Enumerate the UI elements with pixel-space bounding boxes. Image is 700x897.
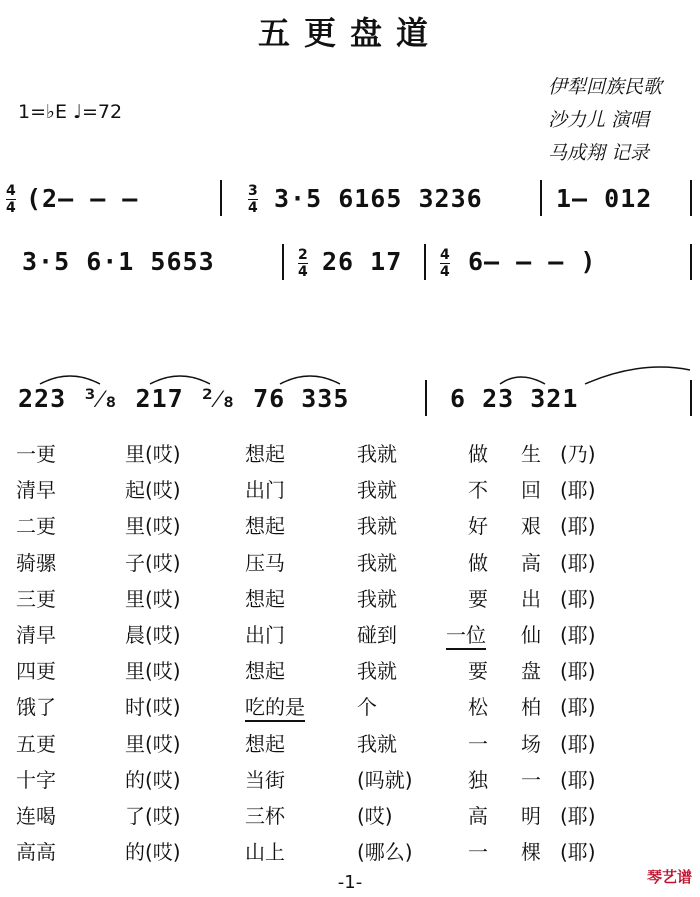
slur: [40, 376, 100, 384]
lyric-row: [0, 547, 700, 577]
lyric-cell: 艰: [521, 514, 541, 539]
barline: [425, 380, 427, 416]
measure-6: 6— — — ): [468, 247, 597, 276]
lyric-row: [0, 438, 700, 468]
lyric-cell: (吗就): [357, 767, 413, 792]
lyric-cell: 里(哎): [125, 731, 181, 756]
lyric-cell: 好: [468, 514, 488, 539]
lyric-cell: 不: [468, 478, 488, 503]
barline: [690, 380, 692, 416]
lyric-cell: (耶): [560, 804, 596, 828]
lyric-cell: 里(哎): [125, 659, 181, 684]
lyric-cell: 出: [521, 586, 541, 611]
lyric-cell: 想起: [245, 731, 285, 756]
lyric-cell: (耶): [560, 623, 596, 647]
lyric-cell: (耶): [560, 767, 596, 792]
lyric-cell: 回: [521, 478, 541, 503]
slur: [280, 376, 340, 384]
slur: [585, 367, 690, 384]
lyric-cell: 了(哎): [125, 804, 181, 828]
lyric-cell: 我就: [357, 478, 397, 503]
lyric-cell: 三更: [16, 586, 56, 611]
lyric-cell: 三杯: [245, 804, 285, 828]
lyric-cell: 仙: [521, 623, 541, 647]
lyric-cell: 我就: [357, 550, 397, 575]
lyric-cell: 晨(哎): [125, 623, 181, 647]
lyric-cell: 我就: [357, 442, 397, 466]
lyric-cell: 高高: [16, 840, 56, 865]
credit-origin: 伊犁回族民歌: [548, 76, 663, 98]
lyric-cell: 我就: [357, 514, 397, 539]
lyric-cell: 想起: [245, 514, 285, 539]
lyric-cell: (耶): [560, 695, 596, 720]
lyric-cell: 场: [521, 731, 541, 756]
lyric-cell: 高: [468, 804, 488, 828]
barline: [540, 180, 542, 216]
lyric-cell: 生: [521, 442, 541, 466]
lyric-cell: (耶): [560, 514, 596, 539]
page-title: 五更盘道: [257, 14, 442, 52]
lyric-cell: 的(哎): [125, 840, 181, 865]
lyric-row: [0, 836, 700, 866]
lyric-cell: (哪么): [357, 840, 413, 865]
lyric-cell: (耶): [560, 478, 596, 503]
measure-7: 223 ³⁄₈ 217 ²⁄₈ 76 335: [18, 384, 350, 413]
credit-recorder: 马成翔 记录: [548, 142, 650, 164]
time-signature-3-4: 3 4: [248, 183, 258, 216]
measure-8: 6 23 321: [450, 384, 579, 413]
lyric-cell: 想起: [245, 586, 285, 611]
measure-4: 3·5 6·1 5653: [22, 247, 215, 276]
slur: [150, 376, 210, 384]
lyric-cell: 一位: [446, 619, 486, 650]
lyric-cell: 五更: [16, 731, 56, 756]
lyric-cell: (耶): [560, 731, 596, 756]
lyric-cell: 明: [521, 804, 541, 828]
lyric-cell: 我就: [357, 731, 397, 756]
lyric-cell: 一更: [16, 442, 56, 466]
lyric-row: [0, 510, 700, 540]
lyric-row: [0, 691, 700, 721]
lyric-cell: 碰到: [357, 623, 397, 647]
barline: [424, 244, 426, 280]
lyric-cell: (乃): [560, 442, 596, 466]
lyric-cell: 饿了: [16, 695, 56, 720]
lyric-cell: (耶): [560, 840, 596, 865]
lyric-cell: 想起: [245, 442, 285, 466]
lyric-cell: 里(哎): [125, 442, 181, 466]
lyric-cell: 压马: [245, 550, 285, 575]
site-logo: 琴艺谱: [646, 868, 692, 886]
measure-2: 3·5 6165 3236: [274, 184, 483, 213]
lyric-cell: 时(哎): [125, 695, 181, 720]
key-signature: 1=♭E ♩=72: [18, 101, 123, 123]
lyric-row: [0, 655, 700, 685]
lyric-cell: 连喝: [16, 804, 56, 828]
lyric-cell: 独: [468, 767, 488, 792]
lyric-cell: 子(哎): [125, 550, 181, 575]
lyric-cell: 松: [468, 695, 488, 720]
lyric-row: [0, 728, 700, 758]
lyric-row: [0, 764, 700, 794]
lyric-cell: 要: [468, 586, 488, 611]
lyric-cell: 里(哎): [125, 514, 181, 539]
lyric-cell: (哎): [357, 804, 393, 828]
lyric-cell: 个: [357, 695, 377, 720]
lyric-cell: 当街: [245, 767, 285, 792]
lyric-cell: 我就: [357, 659, 397, 684]
lyric-cell: (耶): [560, 586, 596, 611]
page-number: -1-: [337, 872, 363, 893]
lyric-cell: 十字: [16, 767, 56, 792]
lyric-cell: 里(哎): [125, 586, 181, 611]
lyric-cell: 一: [468, 840, 488, 865]
lyric-cell: 棵: [521, 840, 541, 865]
lyric-row: [0, 474, 700, 504]
lyric-cell: 柏: [521, 695, 541, 720]
lyric-cell: 起(哎): [125, 478, 181, 503]
time-signature-2-4: 2 4: [298, 247, 308, 280]
slur: [500, 377, 545, 384]
barline: [690, 244, 692, 280]
lyric-cell: 出门: [245, 478, 285, 503]
lyric-cell: 二更: [16, 514, 56, 539]
lyric-cell: 高: [521, 550, 541, 575]
lyric-cell: 清早: [16, 623, 56, 647]
lyric-row: [0, 619, 700, 649]
lyric-cell: 清早: [16, 478, 56, 503]
lyric-cell: (耶): [560, 550, 596, 575]
lyric-cell: 要: [468, 659, 488, 684]
credit-singer: 沙力儿 演唱: [548, 109, 650, 131]
time-signature-4-4-b: 4 4: [440, 247, 450, 280]
lyric-cell: 做: [468, 442, 488, 466]
lyric-cell: 四更: [16, 659, 56, 684]
lyric-cell: 想起: [245, 659, 285, 684]
barline: [690, 180, 692, 216]
lyric-cell: 我就: [357, 586, 397, 611]
lyric-cell: 吃的是: [245, 691, 305, 722]
lyric-cell: 骑骡: [16, 550, 56, 575]
lyric-cell: 做: [468, 550, 488, 575]
lyric-cell: (耶): [560, 659, 596, 684]
measure-5: 26 17: [322, 247, 403, 276]
lyric-cell: 的(哎): [125, 767, 181, 792]
lyric-row: [0, 800, 700, 830]
lyric-cell: 一: [521, 767, 541, 792]
measure-intro: (2— — —: [26, 184, 139, 213]
time-signature-4-4: 4 4: [6, 183, 16, 216]
barline: [220, 180, 222, 216]
lyric-cell: 一: [468, 731, 488, 756]
lyric-cell: 出门: [245, 623, 285, 647]
lyric-cell: 山上: [245, 840, 285, 865]
barline: [282, 244, 284, 280]
measure-3: 1— 012: [556, 184, 653, 213]
lyric-cell: 盘: [521, 659, 541, 684]
lyric-row: [0, 583, 700, 613]
